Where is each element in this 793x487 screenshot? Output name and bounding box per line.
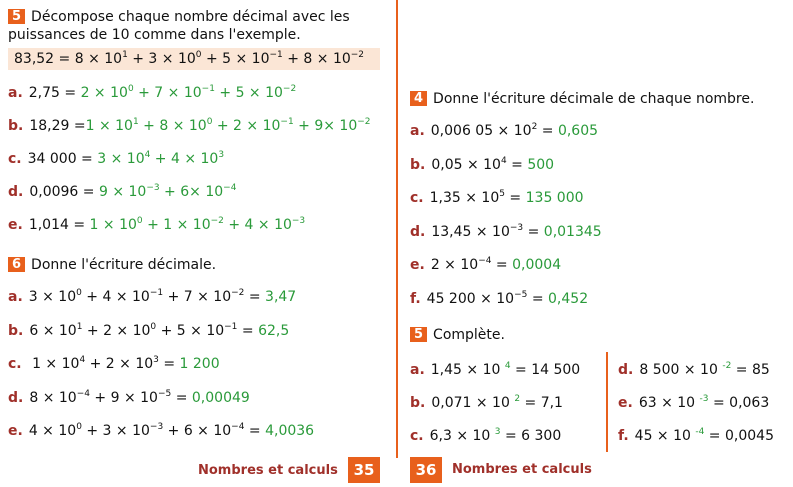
question: $1,35 \times 10^5$ = [429, 189, 526, 206]
item-label: c. [8, 356, 22, 372]
item-label: d. [410, 223, 426, 240]
exercise-5-item [8, 84, 296, 102]
exercise-6-item [8, 422, 314, 440]
exercise-4-item [410, 122, 598, 140]
question: $3 \times 10^0 + 4 \times 10^{-1} + 7 \times 10^{-2}$ = [28, 288, 266, 305]
example-box: $83,52 = 8 \times 10^1 + 3 \times 10^0 + 5 \times 10^{-1} + 8 \times 10^{-2}$ [8, 48, 380, 70]
item-label: a. [8, 289, 23, 305]
page-number-right: 36 [410, 457, 442, 483]
item-label: c. [410, 190, 424, 206]
exercise-5-complete-item [410, 361, 580, 379]
question: 1,45 × 10 $^4$ = 14 500 [430, 361, 581, 378]
item-label: c. [410, 428, 424, 444]
page-number-left: 35 [348, 457, 380, 483]
answer: 3,47 [265, 289, 297, 305]
answer: 1 200 [179, 356, 220, 372]
exercise-title-text: Complète. [433, 327, 505, 343]
exercise-4-item [410, 156, 554, 174]
exercise-6-item [8, 322, 289, 340]
question: 34 000 = [27, 151, 98, 167]
exercise-number-badge: 6 [8, 257, 25, 272]
exercise-6-title [8, 256, 216, 274]
item-label: c. [8, 151, 22, 167]
exercise-5-complete-item [410, 427, 561, 445]
exercise-5-item [8, 183, 236, 201]
question: 63 × 10 $^{-3}$ = 0,063 [638, 394, 770, 411]
question: 1,014 = [28, 217, 90, 233]
question: 8 500 × 10 $^{-2}$ = 85 [639, 361, 770, 378]
exercise-4-item [410, 290, 588, 308]
exercise-5-title [8, 8, 388, 44]
answer: 0,01345 [543, 223, 602, 240]
question: $8 \times 10^{-4} + 9 \times 10^{-5}$ = [29, 388, 192, 406]
exercise-5-item [8, 117, 371, 135]
answer: 4,0036 [265, 423, 315, 439]
item-label: a. [410, 362, 425, 378]
question: 0,071 × 10 $^2$ = 7,1 [431, 394, 563, 411]
question: 18,29 = [29, 118, 86, 134]
answer: $2 \times 10^0 + 7 \times 10^{-1} + 5 \times 10^{-2}$ [80, 84, 297, 101]
item-label: b. [410, 395, 426, 411]
answer: 135 000 [525, 190, 584, 206]
item-label: e. [618, 395, 633, 411]
exercise-title-text: Décompose chaque nombre décimal avec les puissances de 10 comme dans l'exemple. [8, 9, 350, 43]
exercise-number-badge: 4 [410, 91, 427, 106]
exercise-4-item [410, 189, 584, 207]
item-label: a. [8, 85, 23, 101]
question: 45 $200 \times 10^{-5}$ = [426, 289, 549, 307]
exercise-number-badge: 5 [8, 9, 25, 24]
question: $2 \times 10^{-4}$ = [430, 256, 513, 273]
question: 0,006 $05 \times 10^2$ = [430, 122, 558, 139]
item-label: f. [410, 290, 421, 307]
question: 0,0096 = [29, 184, 99, 200]
page-divider [396, 0, 398, 458]
question: $1 \times 10^4 + 2 \times 10^3$ = [27, 355, 180, 372]
exercise-5-item [8, 150, 224, 168]
exercise-title-text: Donne l'écriture décimale. [31, 257, 217, 273]
footer-title-left: Nombres et calculs [198, 463, 338, 478]
exercise-5-complete-title [410, 326, 505, 344]
answer: $9 \times 10^{-3} + 6\times 10^{-4}$ [98, 183, 237, 200]
column-divider [606, 352, 608, 452]
answer: 62,5 [258, 322, 290, 339]
answer: 0,452 [548, 290, 589, 307]
item-label: a. [410, 123, 425, 139]
answer: 0,605 [557, 123, 599, 139]
question: $0,05 \times 10^4$ = [431, 155, 528, 173]
question: 6,3 × 10 $^3$ = 6 300 [429, 427, 562, 444]
item-label: d. [8, 389, 24, 406]
item-label: d. [618, 362, 634, 378]
answer: 0,00049 [191, 389, 250, 406]
exercise-6-item [8, 389, 250, 407]
exercise-5-complete-item [410, 394, 563, 412]
exercise-5-complete-item [618, 394, 769, 412]
item-label: e. [410, 257, 425, 273]
answer: 0,0004 [512, 257, 562, 273]
item-label: b. [8, 118, 24, 134]
question: 45 × 10 $^{-4}$ = 0,0045 [634, 427, 774, 444]
item-label: f. [618, 428, 629, 444]
footer-title-right: Nombres et calculs [452, 462, 592, 477]
exercise-number-badge: 5 [410, 327, 427, 342]
question: $13,45 \times 10^{-3}$ = [431, 222, 544, 240]
exercise-6-item [8, 288, 296, 306]
exercise-6-item [8, 355, 220, 373]
item-label: b. [8, 322, 24, 339]
item-label: d. [8, 184, 24, 200]
exercise-4-item [410, 256, 561, 274]
question: $6 \times 10^1 + 2 \times 10^0 + 5 \times 10^{-1}$ = [29, 321, 259, 339]
item-label: e. [8, 423, 23, 439]
exercise-5-item [8, 216, 305, 234]
answer: $3 \times 10^4 + 4 \times 10^3$ [97, 150, 225, 167]
exercise-5-complete-item [618, 361, 770, 379]
question: $4 \times 10^0 + 3 \times 10^{-3} + 6 \times 10^{-4}$ = [28, 422, 266, 439]
exercise-title-text: Donne l'écriture décimale de chaque nombre. [433, 91, 755, 107]
item-label: e. [8, 217, 23, 233]
answer: 500 [527, 156, 555, 173]
item-label: b. [410, 156, 426, 173]
answer: $1 \times 10^1 + 8 \times 10^0 + 2 \times 10^{-1} + 9\times 10^{-2}$ [85, 117, 371, 134]
exercise-4-title [410, 90, 754, 108]
exercise-5-complete-item [618, 427, 774, 445]
question: 2,75 = [28, 85, 81, 101]
answer: $1 \times 10^0 + 1 \times 10^{-2} + 4 \times 10^{-3}$ [89, 216, 306, 233]
exercise-4-item [410, 223, 602, 241]
